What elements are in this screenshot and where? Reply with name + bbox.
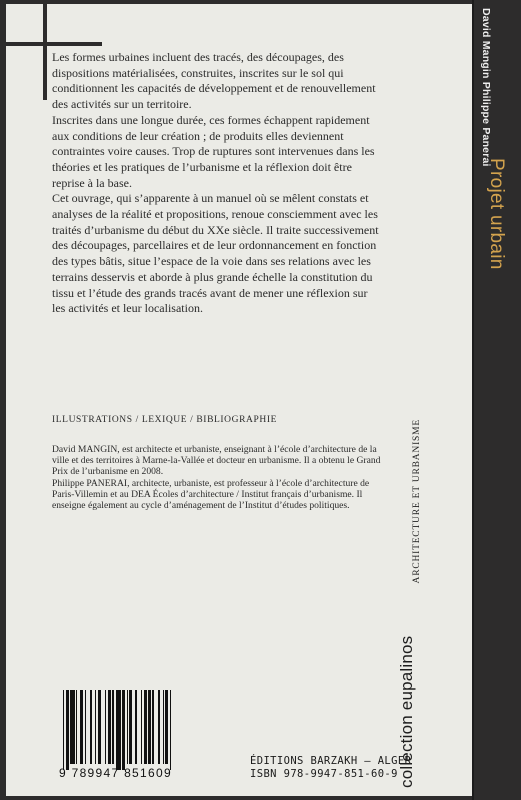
- barcode-bars: [63, 690, 213, 766]
- author-bio-panerai: Philippe PANERAI, architecte, urbaniste, est professeur à l’école d’architecture de Paris-Villemin et au DEA Écoles d’architecture / Institut français d’urbanisme. Il enseigne également au cycle d’aménagement de l’Institut d’études politiques.: [52, 477, 370, 512]
- blurb-paragraph: Inscrites dans une longue durée, ces formes échappent rapidement aux conditions de leur création ; de produits elles deviennent contraintes voire causes. Trop de ruptures sont intervenues dans les théories et les pratiques de l’urbanisme et la réflexion doit être reprise à la base.: [52, 112, 375, 190]
- spine-divider: [472, 0, 474, 800]
- publisher-block: [250, 755, 411, 781]
- author-bio-mangin: David MANGIN, est architecte et urbaniste, enseignant à l’école d’architecture de la ville et des territoires à Marne-la-Vallée et docteur en urbanisme. Il a obtenu le Grand Prix de l’urbanisme en 2008.: [52, 444, 381, 478]
- cross-ornament-vertical: [43, 4, 47, 100]
- series-subject: ARCHITECTURE ET URBANISME: [412, 419, 422, 584]
- spine-authors: David Mangin Philippe Panerai: [480, 8, 492, 167]
- cross-ornament-horizontal: [6, 42, 102, 46]
- barcode-bar: [171, 690, 174, 770]
- author-bios: [52, 444, 382, 511]
- isbn-text: ISBN 978-9947-851-60-9: [250, 768, 398, 780]
- publisher-name: ÉDITIONS BARZAKH — ALGER: [250, 755, 412, 767]
- blurb-text: [52, 50, 382, 317]
- blurb-paragraph: Cet ouvrage, qui s’apparente à un manuel où se mêlent constats et analyses de la réalité et propositions, renoue consciemment avec les traités d’urbanisme du début du XXe siècle. Il traite successivement des découpages, parcellaires et de leur ordonnancement en fonction des types bâtis, situe l’espace de la voie dans ses relations avec les terrains desservis et aborde à plus grande échelle la constitution du tissu et l’étude des grands tracés avant de mener une réflexion sur les activités et leur localisation.: [52, 191, 379, 316]
- barcode-number: 9 789947 851609: [59, 766, 172, 780]
- collection-name: collection eupalinos: [397, 635, 416, 788]
- contents-line: ILLUSTRATIONS / LEXIQUE / BIBLIOGRAPHIE: [52, 415, 277, 425]
- isbn-barcode: [59, 690, 213, 782]
- spine-title: Projet urbain: [486, 158, 507, 270]
- blurb-paragraph: Les formes urbaines incluent des tracés, des découpages, des dispositions matérialisées, construites, inscrites sur le sol qui conditionnent les capacités de développement et de renouvellement des activités sur un territoire.: [52, 50, 376, 112]
